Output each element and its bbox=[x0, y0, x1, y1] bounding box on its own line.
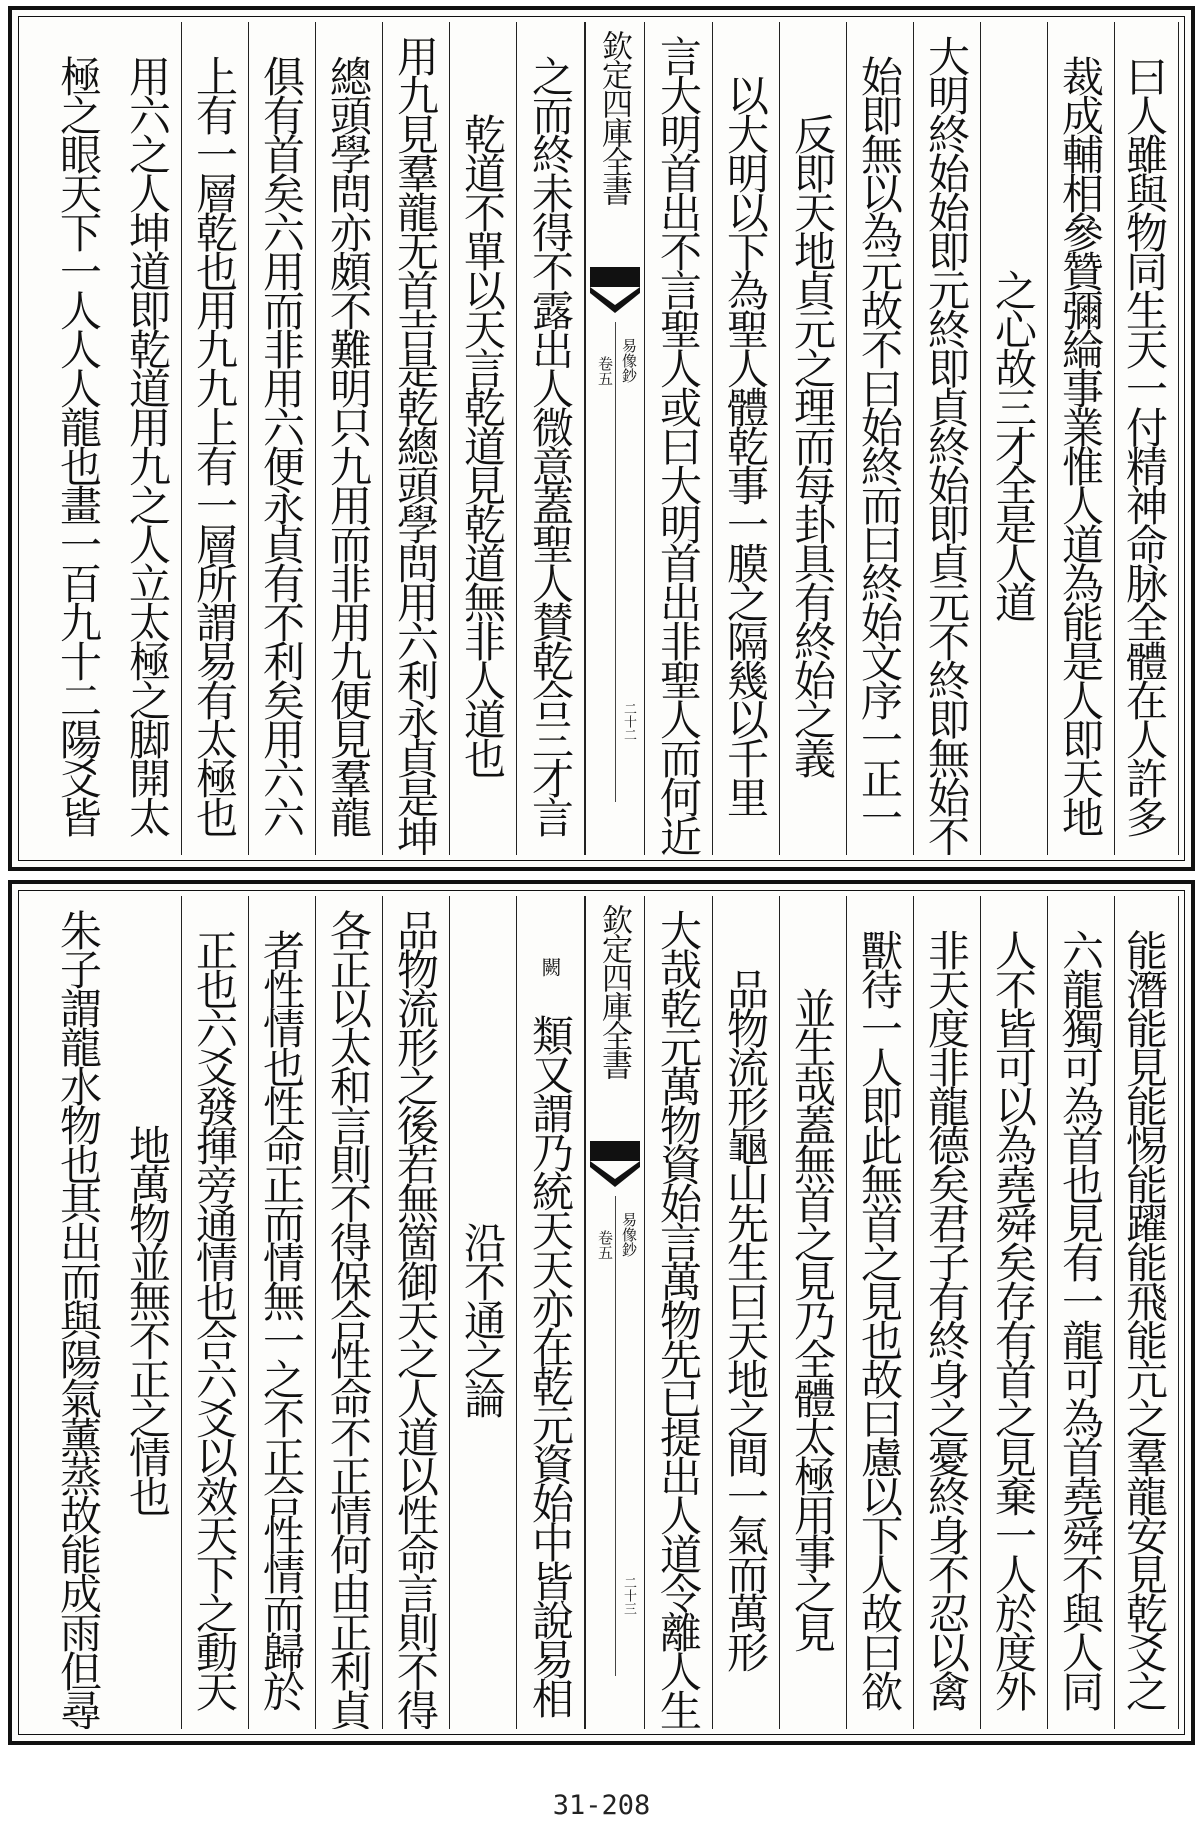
text-column: 品物流形龜山先生曰天地之間一氣而萬形 bbox=[713, 896, 780, 1729]
fold-rule bbox=[615, 1196, 616, 1676]
text-column: 乾道不單以天言乾道見乾道無非人道也 bbox=[450, 22, 517, 855]
text-column: 之而終未得不露出人微意蓋聖人賛乾合三才言 bbox=[517, 22, 585, 855]
text-column: 俱有首矣六用而非用六便永貞有不利矣用六六 bbox=[249, 22, 316, 855]
text-column: 品物流形之後若無箇御天之人道以性命言則不得 bbox=[383, 896, 450, 1729]
text-column: 始即無以為元故不曰始終而曰終始文序一正一 bbox=[847, 22, 914, 855]
text-column: 總頭學問亦頗不難明只九用而非用九便見羣龍 bbox=[316, 22, 383, 855]
fold-rule bbox=[615, 322, 616, 802]
text-column: 人不皆可以為堯舜矣存有首之見棄一人於度外 bbox=[981, 896, 1048, 1729]
text-column: 大哉乾元萬物資始言萬物先已提出人道令離人生 bbox=[645, 896, 713, 1729]
text-column: 用九見羣龍无首吉是乾總頭學問用六利永貞是坤 bbox=[383, 22, 450, 855]
top-page bbox=[8, 6, 1195, 871]
text-column: 用六之人坤道即乾道用九之人立太極之脚開太 bbox=[112, 22, 182, 855]
text-column: 朱子謂龍水物也其出而與陽氣薰蒸故能成雨但尋 bbox=[54, 909, 103, 1728]
lacuna-mark: 闕 bbox=[538, 957, 562, 974]
page-label: 31-208 bbox=[552, 1790, 651, 1821]
fold-margin bbox=[585, 22, 645, 855]
text-column: 各正以太和言則不得保合性命不正情何由正利貞 bbox=[316, 896, 383, 1729]
fish-tail-ornament bbox=[590, 1141, 640, 1187]
fold-volume: 卷五 bbox=[596, 1230, 614, 1260]
fold-book-title: 易像鈔 bbox=[620, 338, 638, 383]
text-column: 沿不通之論 bbox=[450, 896, 517, 1729]
text-column: 並生哉蓋無首之見乃全體太極用事之見 bbox=[780, 896, 847, 1729]
text-column bbox=[517, 896, 585, 1729]
fold-margin bbox=[585, 896, 645, 1729]
text-column: 者性情也性命正而情無一之不正合性情而歸於 bbox=[249, 896, 316, 1729]
text-column: 正也六爻發揮旁通情也合六爻以效天下之動天 bbox=[182, 896, 249, 1729]
text-column: 反即天地貞元之理而每卦具有終始之義 bbox=[780, 22, 847, 855]
text-column: 曰人雖與物同生天一付精神命脉全體在人許多 bbox=[1115, 22, 1179, 855]
text-column: 大明終始始即元終即貞終始即貞元不終即無始不 bbox=[914, 22, 981, 855]
fold-page-number: 二十二 bbox=[621, 702, 636, 741]
text-column: 以大明以下為聖人體乾事一膜之隔幾以千里 bbox=[713, 22, 780, 855]
fold-page-number: 二十三 bbox=[621, 1576, 636, 1615]
fold-volume: 卷五 bbox=[596, 356, 614, 386]
text-column: 之心故三才全是人道 bbox=[981, 22, 1048, 855]
text-column: 言大明首出不言聖人或曰大明首出非聖人而何近 bbox=[645, 22, 713, 855]
text-column-body: 類又謂乃統天天亦在乾元資始中皆說易相 bbox=[526, 1014, 575, 1716]
text-column: 極之眼天下一人人人龍也畫一百九十二陽爻皆 bbox=[54, 54, 103, 835]
text-column: 六龍獨可為首也見有一龍可為首堯舜不與人同 bbox=[1048, 896, 1115, 1729]
text-column: 能潛能見能惕能躍能飛能亢之羣龍安見乾爻之 bbox=[1115, 896, 1179, 1729]
bottom-page bbox=[8, 880, 1195, 1745]
fold-title: 欽定四庫全書 bbox=[596, 30, 632, 204]
text-column: 裁成輔相參贊彌綸事業惟人道為能是人即天地 bbox=[1048, 22, 1115, 855]
fold-title: 欽定四庫全書 bbox=[596, 904, 632, 1078]
text-column: 上有一層乾也用九九上有一層所謂易有太極也 bbox=[182, 22, 249, 855]
text-column: 非天度非龍德矣君子有終身之憂終身不忍以禽 bbox=[914, 896, 981, 1729]
fold-book-title: 易像鈔 bbox=[620, 1212, 638, 1257]
text-column: 獸待一人即此無首之見也故曰慮以下人故曰欲 bbox=[847, 896, 914, 1729]
text-column: 地萬物並無不正之情也 bbox=[112, 896, 182, 1729]
fish-tail-ornament bbox=[590, 267, 640, 313]
